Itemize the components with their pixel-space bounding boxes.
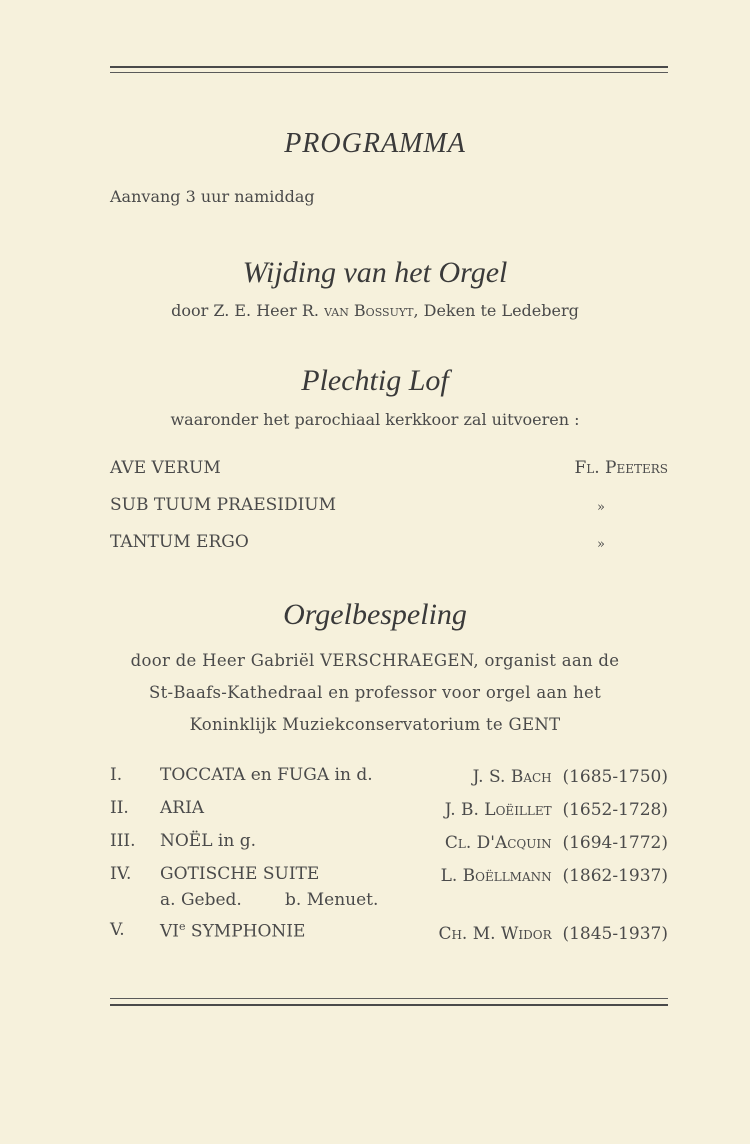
lof-heading: Plechtig Lof bbox=[301, 364, 449, 397]
orgel-desc-line: Koninklijk Muziekconservatorium te GENT bbox=[189, 715, 561, 734]
composer-name: Ch. M. Widor bbox=[438, 924, 552, 944]
lof-piece-composer: » bbox=[597, 500, 605, 515]
item-title bbox=[160, 920, 305, 942]
composer-years: (1694-1772) bbox=[562, 833, 668, 853]
composer-years: (1652-1728) bbox=[562, 800, 668, 820]
item-subtitle: a. Gebed. b. Menuet. bbox=[160, 890, 379, 910]
composer-years: (1845-1937) bbox=[562, 924, 668, 944]
lof-piece-title: AVE VERUM bbox=[110, 458, 221, 478]
title-sup: e bbox=[179, 920, 186, 933]
lof-piece-composer: » bbox=[597, 537, 605, 552]
composer-years: (1685-1750) bbox=[562, 767, 668, 787]
lof-piece-title: SUB TUUM PRAESIDIUM bbox=[110, 495, 337, 515]
orgel-heading: Orgelbespeling bbox=[283, 598, 467, 631]
bottom-rule-1 bbox=[110, 998, 668, 999]
lof-piece-composer: Fl. Peeters bbox=[574, 458, 668, 478]
wijding-heading: Wijding van het Orgel bbox=[242, 256, 508, 289]
item-title: ARIA bbox=[160, 798, 205, 818]
item-composer bbox=[438, 924, 668, 944]
item-composer bbox=[445, 833, 668, 853]
wijding-line bbox=[0, 301, 750, 320]
title-pre: VI bbox=[160, 921, 179, 942]
item-number: II. bbox=[110, 798, 129, 818]
lof-intro: waaronder het parochiaal kerkkoor zal uitvoeren : bbox=[170, 410, 580, 429]
bottom-rule-2 bbox=[110, 1004, 668, 1006]
lof-piece-title: TANTUM ERGO bbox=[110, 532, 249, 552]
item-number: III. bbox=[110, 831, 136, 851]
top-rule-1 bbox=[110, 66, 668, 68]
composer-name: J. S. Bach bbox=[472, 767, 552, 787]
item-composer bbox=[445, 800, 668, 820]
item-composer bbox=[473, 767, 668, 787]
wijding-suffix: Deken te Ledeberg bbox=[423, 301, 579, 320]
composer-name: L. Boëllmann bbox=[440, 866, 552, 886]
item-title: NOËL in g. bbox=[160, 831, 256, 851]
page-title: PROGRAMMA bbox=[284, 128, 466, 159]
wijding-name: van Bossuyt, bbox=[324, 301, 419, 320]
composer-name: J. B. Loëillet bbox=[444, 800, 552, 820]
item-number: I. bbox=[110, 765, 123, 785]
composer-years: (1862-1937) bbox=[562, 866, 668, 886]
item-composer bbox=[441, 866, 668, 886]
start-time: Aanvang 3 uur namiddag bbox=[110, 187, 315, 206]
composer-name: Cl. D'Acquin bbox=[444, 833, 552, 853]
wijding-prefix: door Z. E. Heer R. bbox=[171, 301, 319, 320]
orgel-desc-line: door de Heer Gabriël VERSCHRAEGEN, organist aan de bbox=[130, 651, 620, 670]
orgel-desc-line: St-Baafs-Kathedraal en professor voor orgel aan het bbox=[148, 683, 602, 702]
item-title: TOCCATA en FUGA in d. bbox=[160, 765, 373, 785]
item-title: GOTISCHE SUITE bbox=[160, 864, 320, 884]
item-number: V. bbox=[110, 920, 125, 940]
top-rule-2 bbox=[110, 72, 668, 73]
item-number: IV. bbox=[110, 864, 132, 884]
title-post: SYMPHONIE bbox=[185, 921, 306, 942]
